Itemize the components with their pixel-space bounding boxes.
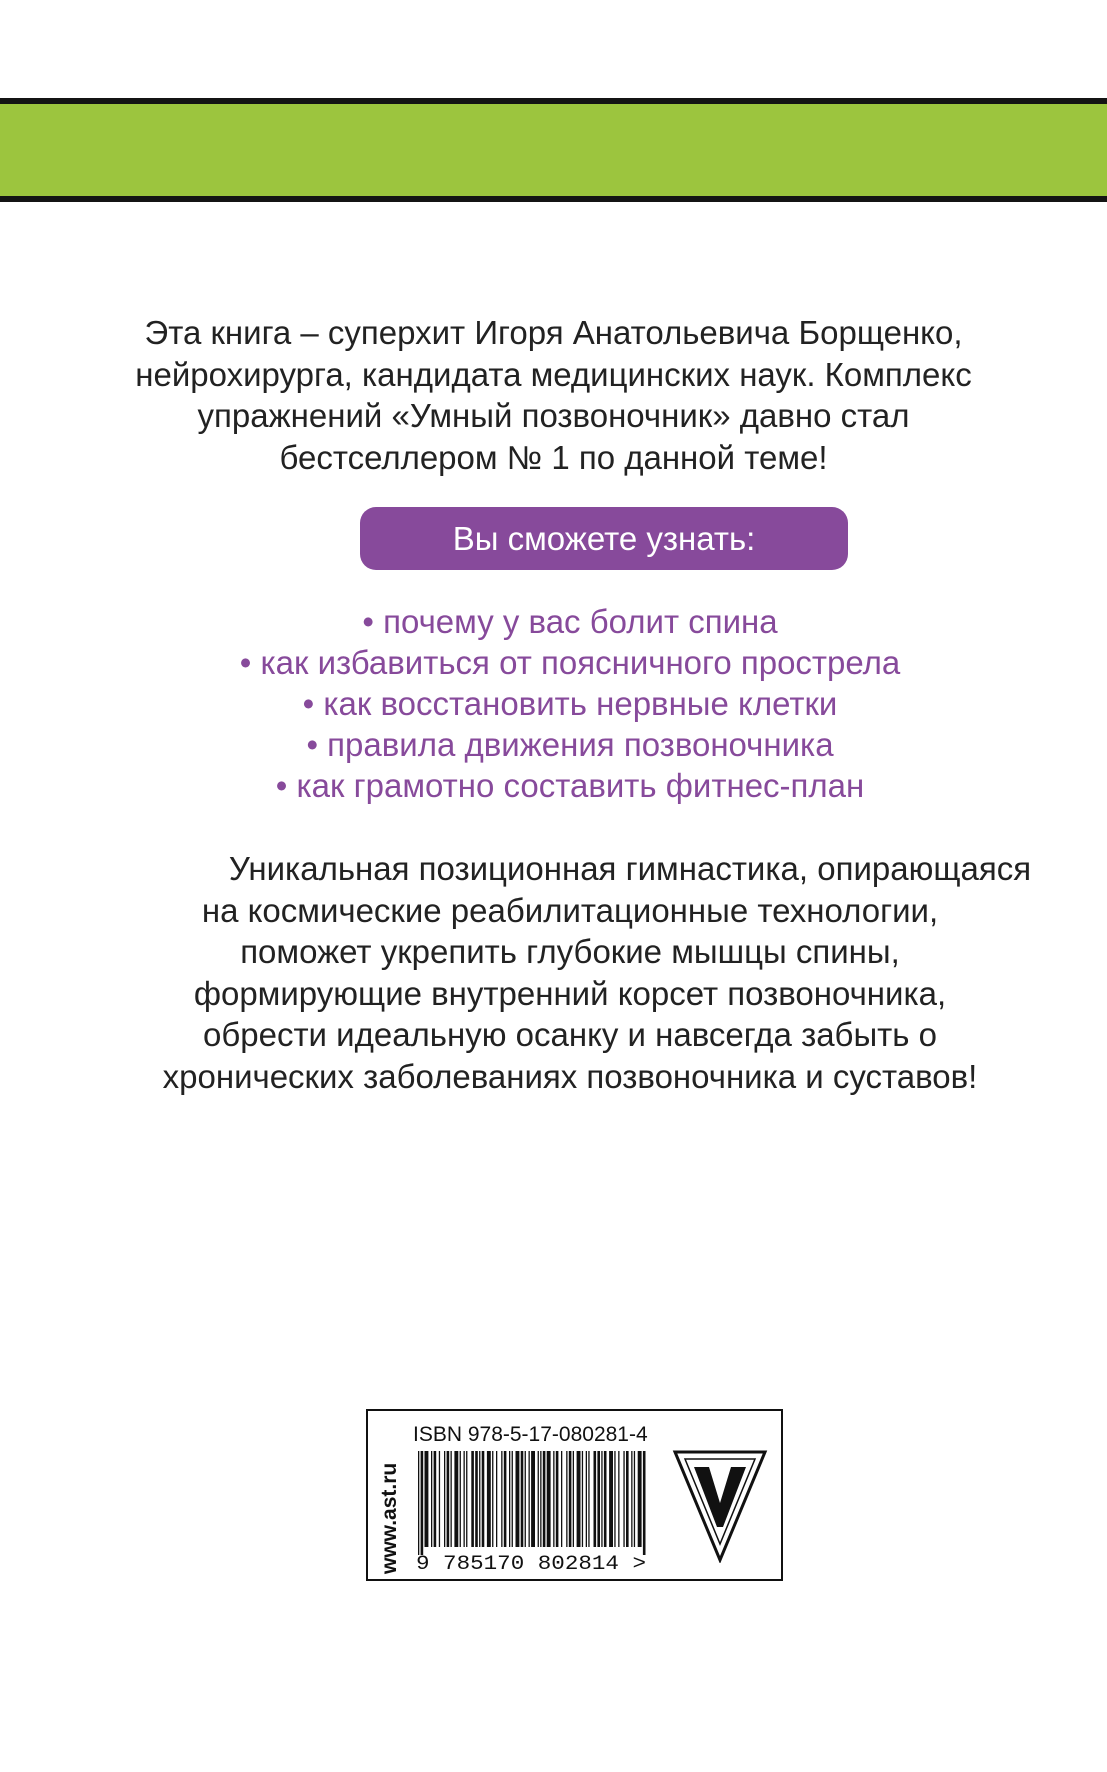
barcode-bar — [525, 1451, 526, 1547]
barcode-bar — [451, 1451, 452, 1547]
learn-heading-badge: Вы сможете узнать: — [360, 507, 848, 570]
description-line: на космические реабилитационные технологии, — [201, 891, 939, 929]
barcode-bar — [454, 1451, 458, 1547]
barcode-bar — [582, 1451, 583, 1547]
description-line: обрести идеальную осанку и навсегда забыть о — [202, 1016, 938, 1053]
barcode-bar — [425, 1451, 429, 1547]
barcode-bar — [475, 1451, 478, 1547]
intro-line: упражнений «Умный позвоночник» давно стал — [197, 397, 910, 434]
barcode-bar — [471, 1451, 474, 1547]
description-line: поможет укрепить глубокие мышцы спины, — [240, 933, 900, 970]
website-text: www.ast.ru — [378, 1462, 401, 1574]
barcode-bar — [556, 1451, 559, 1547]
website-url-vertical — [373, 1412, 403, 1578]
barcode-bar — [573, 1451, 574, 1547]
barcode-bar — [444, 1451, 445, 1547]
barcode-bars — [418, 1451, 646, 1555]
barcode-bar — [482, 1451, 485, 1547]
barcode-bar — [540, 1451, 541, 1547]
barcode-bar — [479, 1451, 480, 1547]
barcode-bar — [618, 1451, 619, 1547]
intro-line: бестселлером № 1 по данной теме! — [279, 438, 828, 476]
barcode-bar — [421, 1451, 424, 1555]
barcode-bar — [631, 1451, 632, 1547]
barcode-bar — [626, 1451, 629, 1547]
barcode-bar — [496, 1451, 497, 1547]
list-item: • правила движения позвоночника — [0, 724, 1107, 765]
barcode-bar — [434, 1451, 437, 1547]
barcode-bar — [529, 1451, 530, 1547]
list-item: • как грамотно составить фитнес-план — [0, 765, 1107, 806]
barcode-bar — [431, 1451, 432, 1547]
barcode-bar — [504, 1451, 507, 1547]
barcode-bar — [597, 1451, 600, 1547]
barcode-bar — [604, 1451, 607, 1547]
barcode-graphic — [416, 1451, 648, 1571]
barcode-bar — [553, 1451, 554, 1547]
barcode-bar — [561, 1451, 562, 1547]
barcode-bar — [609, 1451, 613, 1547]
barcode-bar — [509, 1451, 510, 1547]
barcode-bar — [588, 1451, 589, 1547]
barcode-bar — [569, 1451, 572, 1547]
publisher-v-logo-graphic — [672, 1449, 768, 1563]
learn-bullet-list — [0, 601, 1107, 806]
barcode-bar — [538, 1451, 539, 1547]
barcode-bar — [594, 1451, 597, 1547]
list-item: • как избавиться от поясничного прострела — [0, 642, 1107, 683]
barcode-bar — [418, 1451, 419, 1555]
barcode-bar — [531, 1451, 535, 1547]
barcode-bar — [447, 1451, 450, 1547]
barcode-digits: 9 785170 802814 > — [416, 1553, 646, 1571]
barcode-bar — [643, 1451, 646, 1555]
intro-text — [0, 312, 1107, 478]
barcode-bar — [466, 1451, 467, 1547]
barcode-bar — [521, 1451, 524, 1547]
barcode-bar — [638, 1451, 642, 1547]
barcode-bar — [614, 1451, 615, 1547]
barcode-bar — [516, 1451, 520, 1547]
barcode-bar — [601, 1451, 602, 1547]
barcode-bar — [487, 1451, 491, 1547]
description-line: хронических заболеваниях позвоночника и суставов! — [162, 1057, 978, 1095]
barcode-bar — [492, 1451, 493, 1547]
barcode-bar — [566, 1451, 567, 1547]
list-item: • почему у вас болит спина — [0, 601, 1107, 642]
top-green-band — [0, 98, 1107, 202]
barcode-bar — [577, 1451, 581, 1547]
barcode-bar — [586, 1451, 587, 1547]
list-item: • как восстановить нервные клетки — [0, 683, 1107, 724]
barcode-bar — [623, 1451, 624, 1547]
description-line: Уникальная позиционная гимнастика, опирающаяся — [228, 850, 1032, 887]
barcode — [416, 1451, 648, 1571]
barcode-bar — [543, 1451, 546, 1547]
isbn-label: ISBN 978-5-17-080281-4 — [413, 1423, 648, 1446]
publisher-v-logo-icon — [672, 1449, 768, 1563]
description-text — [0, 848, 1107, 1097]
website-url — [373, 1412, 403, 1578]
barcode-bar — [439, 1451, 440, 1547]
barcode-bar — [634, 1451, 635, 1547]
barcode-bar — [501, 1451, 502, 1547]
barcode-bar — [512, 1451, 513, 1547]
intro-line: Эта книга – суперхит Игоря Анатольевича Борщенко, — [144, 314, 963, 351]
barcode-bar — [547, 1451, 551, 1547]
barcode-bar — [464, 1451, 465, 1547]
intro-line: нейрохирурга, кандидата медицинских наук. Комплекс — [135, 355, 972, 393]
description-line: формирующие внутренний корсет позвоночника, — [193, 974, 947, 1012]
barcode-bar — [460, 1451, 461, 1547]
